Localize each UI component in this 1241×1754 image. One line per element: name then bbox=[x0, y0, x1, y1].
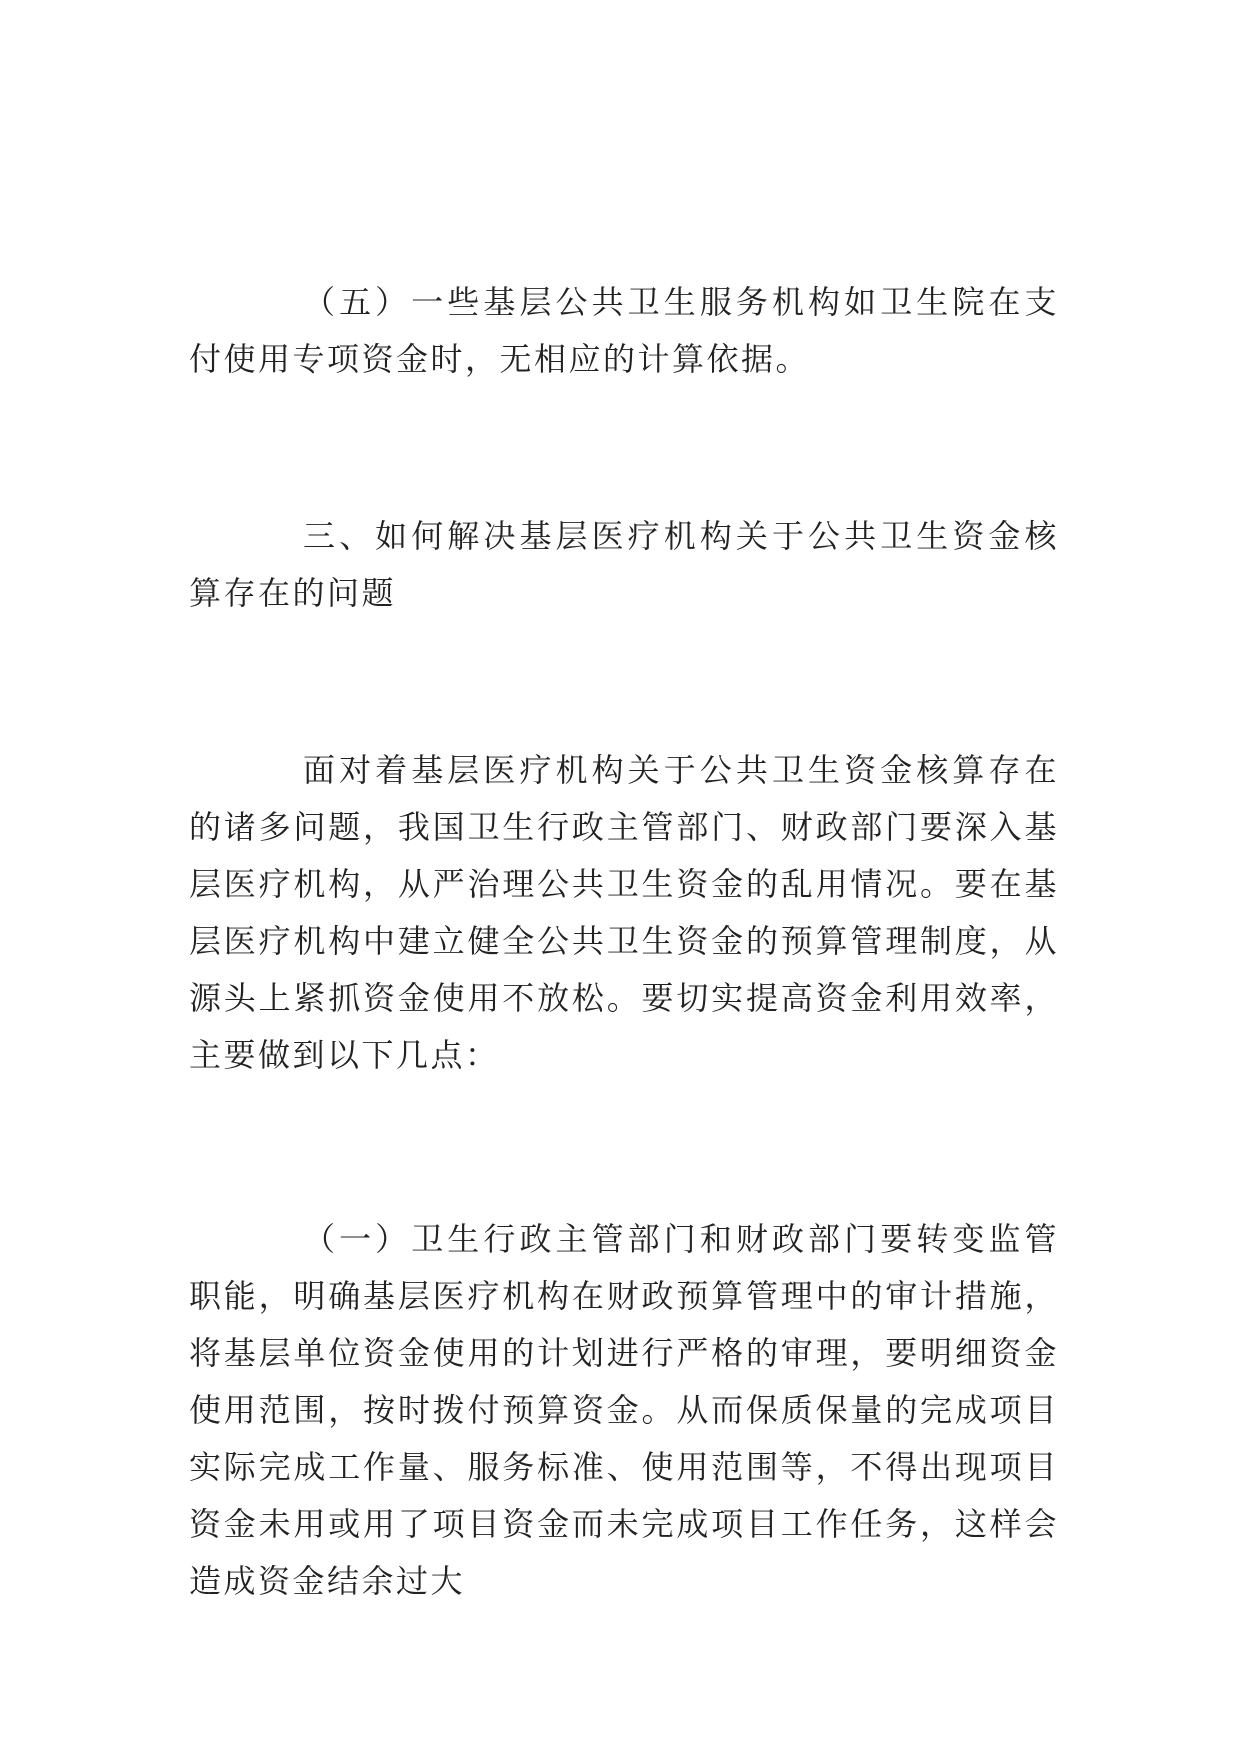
section-heading-three: 三、如何解决基层医疗机构关于公共卫生资金核算存在的问题 bbox=[189, 517, 1059, 612]
paragraph-intro: 面对着基层医疗机构关于公共卫生资金核算存在的诸多问题，我国卫生行政主管部门、财政部门要深入基层医疗机构，从严治理公共卫生资金的乱用情况。要在基层医疗机构中建立健全公共卫生资金的预算管理制度，从源头上紧抓资金使用不放松。要切实提高资金利用效率，主要做到以下几点： bbox=[189, 751, 1059, 1074]
paragraph-subsection-one: （一）卫生行政主管部门和财政部门要转变监管职能，明确基层医疗机构在财政预算管理中的审计措施，将基层单位资金使用的计划进行严格的审理，要明细资金使用范围，按时拨付预算资金。从而保质保量的完成项目实际完成工作量、服务标准、使用范围等，不得出现项目资金未用或用了项目资金而未完成项目工作任务，这样会造成资金结余过大 bbox=[189, 1220, 1059, 1600]
paragraph-subsection-five: （五）一些基层公共卫生服务机构如卫生院在支付使用专项资金时，无相应的计算依据。 bbox=[189, 283, 1059, 378]
